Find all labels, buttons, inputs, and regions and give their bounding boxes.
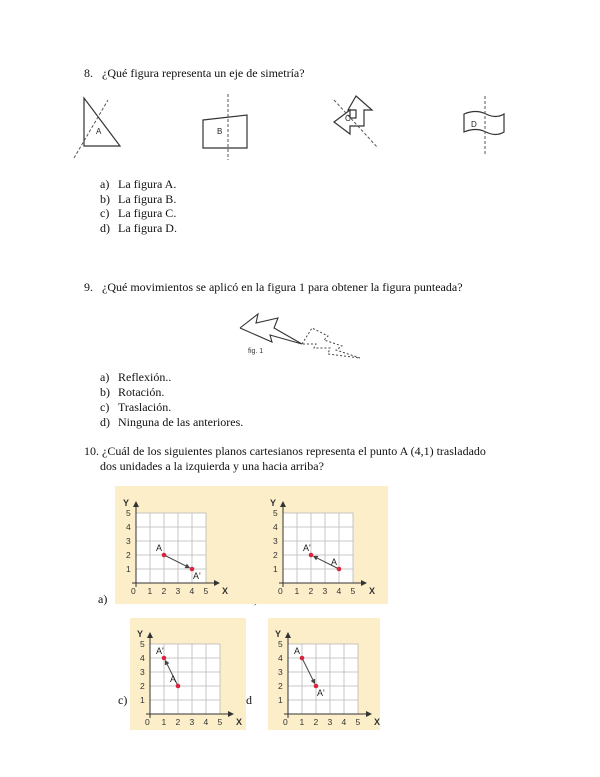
x-tick-label: 4 (336, 586, 342, 596)
q8-heading (84, 66, 305, 81)
x-axis-label: X (374, 717, 380, 727)
figure-b-label: B (217, 127, 223, 136)
point-label: A (294, 646, 301, 656)
figure-c (334, 96, 378, 148)
x-tick-label: 2 (161, 586, 167, 596)
x-tick-label: 0 (131, 586, 136, 596)
q9-heading (84, 280, 463, 295)
figure-1-caption: fig. 1 (248, 348, 264, 355)
point-label: A (156, 543, 163, 553)
x-tick-label: 3 (322, 586, 328, 596)
q10-graph-a[interactable] (115, 486, 265, 604)
point-marker (309, 553, 314, 558)
q10-graph-d[interactable] (268, 618, 380, 730)
q10-option-c-label[interactable]: c) (118, 693, 128, 707)
point-marker (337, 567, 342, 572)
y-tick-label: 4 (126, 522, 131, 532)
point-marker (300, 656, 305, 661)
y-tick-label: 1 (140, 695, 145, 705)
x-tick-label: 1 (294, 586, 300, 596)
x-tick-label: 3 (175, 586, 181, 596)
y-tick-label: 1 (273, 564, 278, 574)
x-tick-label: 3 (189, 717, 195, 727)
y-tick-label: 3 (273, 536, 278, 546)
point-label: A' (156, 646, 164, 656)
y-tick-label: 4 (140, 653, 145, 663)
y-axis-label: Y (270, 498, 277, 508)
y-tick-label: 5 (126, 508, 131, 518)
q10-option-a-label[interactable]: a) (98, 592, 108, 606)
q10-graph-c[interactable] (130, 618, 246, 730)
x-tick-label: 5 (350, 586, 356, 596)
y-axis-label: Y (275, 629, 282, 639)
x-axis-label: X (236, 717, 243, 727)
x-tick-label: 1 (161, 717, 167, 727)
y-tick-label: 4 (278, 653, 283, 663)
x-tick-label: 1 (299, 717, 305, 727)
q9-option-a[interactable]: a) Reflexión.. (100, 370, 172, 384)
x-tick-label: 0 (278, 586, 283, 596)
x-tick-label: 0 (283, 717, 288, 727)
figure-c-label: C (345, 114, 351, 123)
q8-number: 8. (84, 66, 93, 80)
x-tick-label: 1 (147, 586, 153, 596)
q8-option-d[interactable]: d) La figura D. (100, 221, 177, 235)
q8-option-a[interactable]: a) La figura A. (100, 177, 177, 191)
figure-a-label: A (96, 127, 102, 136)
y-tick-label: 5 (273, 508, 278, 518)
x-tick-label: 3 (327, 717, 333, 727)
x-tick-label: 5 (355, 717, 361, 727)
q10-number: 10. (84, 444, 99, 458)
x-axis-label: X (369, 586, 376, 596)
y-tick-label: 5 (140, 639, 145, 649)
x-tick-label: 4 (203, 717, 209, 727)
x-tick-label: 4 (341, 717, 347, 727)
x-axis-label: X (222, 586, 229, 596)
figure-d-label: D (471, 120, 477, 129)
point-marker (162, 656, 167, 661)
x-tick-label: 2 (308, 586, 314, 596)
q9-option-d[interactable]: d) Ninguna de las anteriores. (100, 415, 244, 429)
point-label: A' (317, 688, 325, 698)
figure-1-solid (240, 314, 302, 344)
q9-option-c[interactable]: c) Traslación. (100, 400, 172, 414)
q10-graph-b[interactable] (262, 486, 388, 604)
point-marker (162, 553, 167, 558)
y-tick-label: 2 (140, 681, 145, 691)
x-tick-label: 2 (175, 717, 181, 727)
x-tick-label: 4 (189, 586, 195, 596)
q9-text: ¿Qué movimientos se aplicó en la figura 1 para obtener la figura punteada? (102, 280, 463, 294)
point-label: A' (303, 543, 311, 553)
x-tick-label: 5 (203, 586, 209, 596)
q9-number: 9. (84, 280, 93, 294)
q8-text: ¿Qué figura representa un eje de simetría? (102, 66, 305, 80)
point-marker (176, 684, 181, 689)
q8-figures (60, 90, 530, 165)
y-tick-label: 4 (273, 522, 278, 532)
q10-option-d-label[interactable]: d (246, 693, 252, 707)
plot-area (283, 513, 353, 583)
y-tick-label: 2 (273, 550, 278, 560)
q8-option-c[interactable]: c) La figura C. (100, 206, 177, 220)
y-tick-label: 2 (278, 681, 283, 691)
figure-d (464, 96, 504, 156)
y-tick-label: 3 (126, 536, 131, 546)
x-tick-label: 5 (217, 717, 223, 727)
y-tick-label: 1 (126, 564, 131, 574)
y-axis-label: Y (123, 498, 130, 508)
figure-1-dashed (302, 328, 360, 358)
point-label: A' (193, 571, 201, 581)
y-tick-label: 2 (126, 550, 131, 560)
point-label: A (170, 674, 177, 684)
y-tick-label: 5 (278, 639, 283, 649)
q10-text-line1: ¿Cuál de los siguientes planos cartesianos representa el punto A (4,1) trasladado (102, 444, 486, 458)
y-tick-label: 1 (278, 695, 283, 705)
q9-option-b[interactable]: b) Rotación. (100, 385, 165, 399)
y-tick-label: 3 (140, 667, 145, 677)
figure-a (74, 98, 120, 158)
q8-option-b[interactable]: b) La figura B. (100, 192, 177, 206)
y-tick-label: 3 (278, 667, 283, 677)
y-axis-label: Y (137, 629, 144, 639)
q10-text-line2: dos unidades a la izquierda y una hacia arriba? (100, 459, 324, 473)
q9-figure (232, 308, 372, 363)
x-tick-label: 0 (145, 717, 150, 727)
x-tick-label: 2 (313, 717, 319, 727)
q10-heading (84, 444, 486, 459)
point-label: A (331, 557, 338, 567)
figure-b (203, 94, 247, 160)
